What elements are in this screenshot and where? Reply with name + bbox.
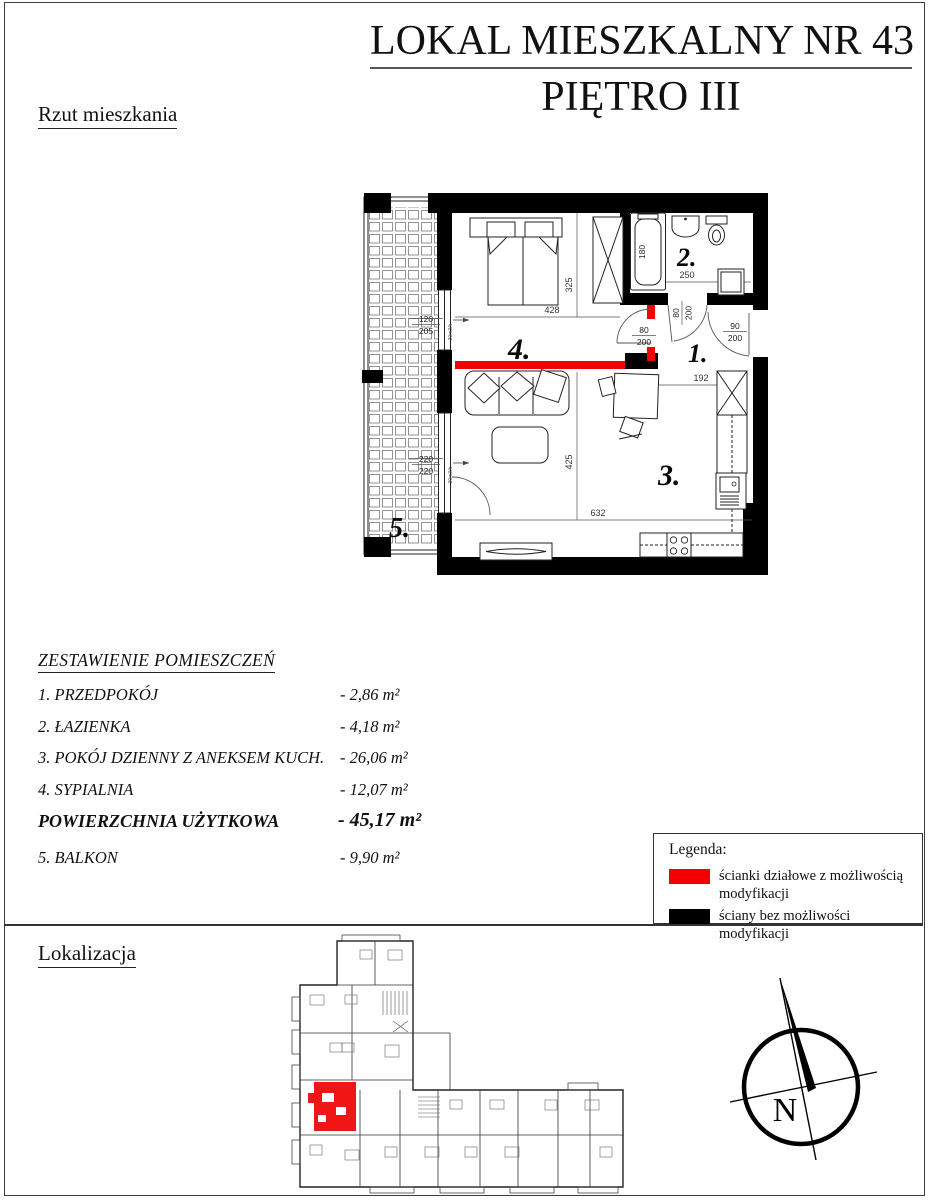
bedroom-wardrobe <box>593 217 623 303</box>
black-wall-swatch <box>669 909 710 924</box>
label-bedroom-door-size <box>632 325 656 347</box>
svg-text:90: 90 <box>730 321 740 331</box>
room-number-bathroom: 2. <box>677 243 697 272</box>
svg-text:220: 220 <box>418 454 434 464</box>
svg-text:120: 120 <box>418 314 434 324</box>
living-balcony-door <box>452 477 490 515</box>
section-divider <box>4 924 923 926</box>
kitchen-sink <box>716 473 746 509</box>
room-number-bedroom: 4. <box>508 333 531 366</box>
legend-item-modifiable: ścianki działowe z możliwością modyfikacji <box>669 868 922 903</box>
opening-labels <box>409 301 747 476</box>
washing-machine <box>718 269 744 295</box>
hall-wardrobe <box>717 371 747 415</box>
balcony-pillar-top <box>364 193 391 213</box>
balcony-pillar-bottom <box>364 537 391 557</box>
svg-text:200: 200 <box>683 305 694 321</box>
rooms-table-heading: ZESTAWIENIE POMIESZCZEŃ <box>38 650 275 673</box>
dim-bathtub-length: 180 <box>637 244 647 260</box>
svg-text:220: 220 <box>418 466 434 476</box>
room-number-balcony: 5. <box>389 513 410 544</box>
kitchen-counter-stove <box>640 533 743 557</box>
balcony-door-window <box>439 413 451 513</box>
legend-title: Legenda: <box>669 841 727 858</box>
dim-bedroom-width: 428 <box>544 305 560 315</box>
toilet <box>706 216 727 245</box>
room-number-living: 3. <box>658 459 681 492</box>
svg-text:80: 80 <box>639 325 649 335</box>
highlighted-unit <box>308 1082 356 1131</box>
svg-text:30m3/h: 30m3/h <box>448 466 454 484</box>
svg-text:200: 200 <box>636 337 652 347</box>
compass-axis <box>780 978 816 1160</box>
bathtub <box>631 213 666 290</box>
page-subtitle-floor: PIĘTRO III <box>541 74 741 120</box>
location-section-label: Lokalizacja <box>38 941 136 968</box>
dim-bathroom-width: 250 <box>679 270 695 280</box>
red-wall-swatch <box>669 869 710 884</box>
dim-bedroom-height: 325 <box>564 277 574 293</box>
label-entrance-door-size <box>723 321 747 343</box>
washbasin <box>672 216 699 237</box>
legend <box>653 833 923 943</box>
vent-arrow-1 <box>448 318 469 341</box>
page-title: LOKAL MIESZKALNY NR 43 <box>370 18 912 69</box>
svg-text:205: 205 <box>418 326 434 336</box>
label-bathroom-door-size <box>671 301 694 325</box>
sofa <box>465 370 569 415</box>
dim-living-height: 425 <box>564 454 574 470</box>
compass-north-arrow <box>725 955 885 1170</box>
balcony-pillar-mid <box>362 370 383 383</box>
svg-text:80: 80 <box>671 308 681 318</box>
svg-text:200: 200 <box>727 333 743 343</box>
balcony <box>362 193 443 557</box>
desk-with-chairs <box>598 373 658 439</box>
legend-item-fixed: ściany bez możliwości modyfikacji <box>669 908 922 943</box>
dim-living-width: 632 <box>590 508 606 518</box>
compass-north-label: N <box>772 1092 798 1129</box>
radiator <box>480 543 552 560</box>
plan-section-label: Rzut mieszkania <box>38 102 177 129</box>
apartment-floor-plan <box>355 185 775 585</box>
compass-needle <box>780 978 816 1092</box>
coffee-table <box>492 427 548 463</box>
double-bed <box>470 218 562 305</box>
rooms-table: ZESTAWIENIE POMIESZCZEŃ 1. PRZEDPOKÓJ - 2,86 m² 2. ŁAZIENKA - 4,18 m² 3. POKÓJ DZIENNY Z ANEKSEM KUCH. - 26,06 m² 4. SYPIALNIA - 12,07 m² POWIERZCHNIA UŻYTKOWA - 45,17 m² 5. BALKON - 9,90 m² <box>38 650 422 867</box>
dim-hall-width: 192 <box>693 373 709 383</box>
svg-text:30m3/h: 30m3/h <box>448 323 454 341</box>
location-plan <box>290 935 630 1195</box>
room-number-hall: 1. <box>688 339 708 368</box>
